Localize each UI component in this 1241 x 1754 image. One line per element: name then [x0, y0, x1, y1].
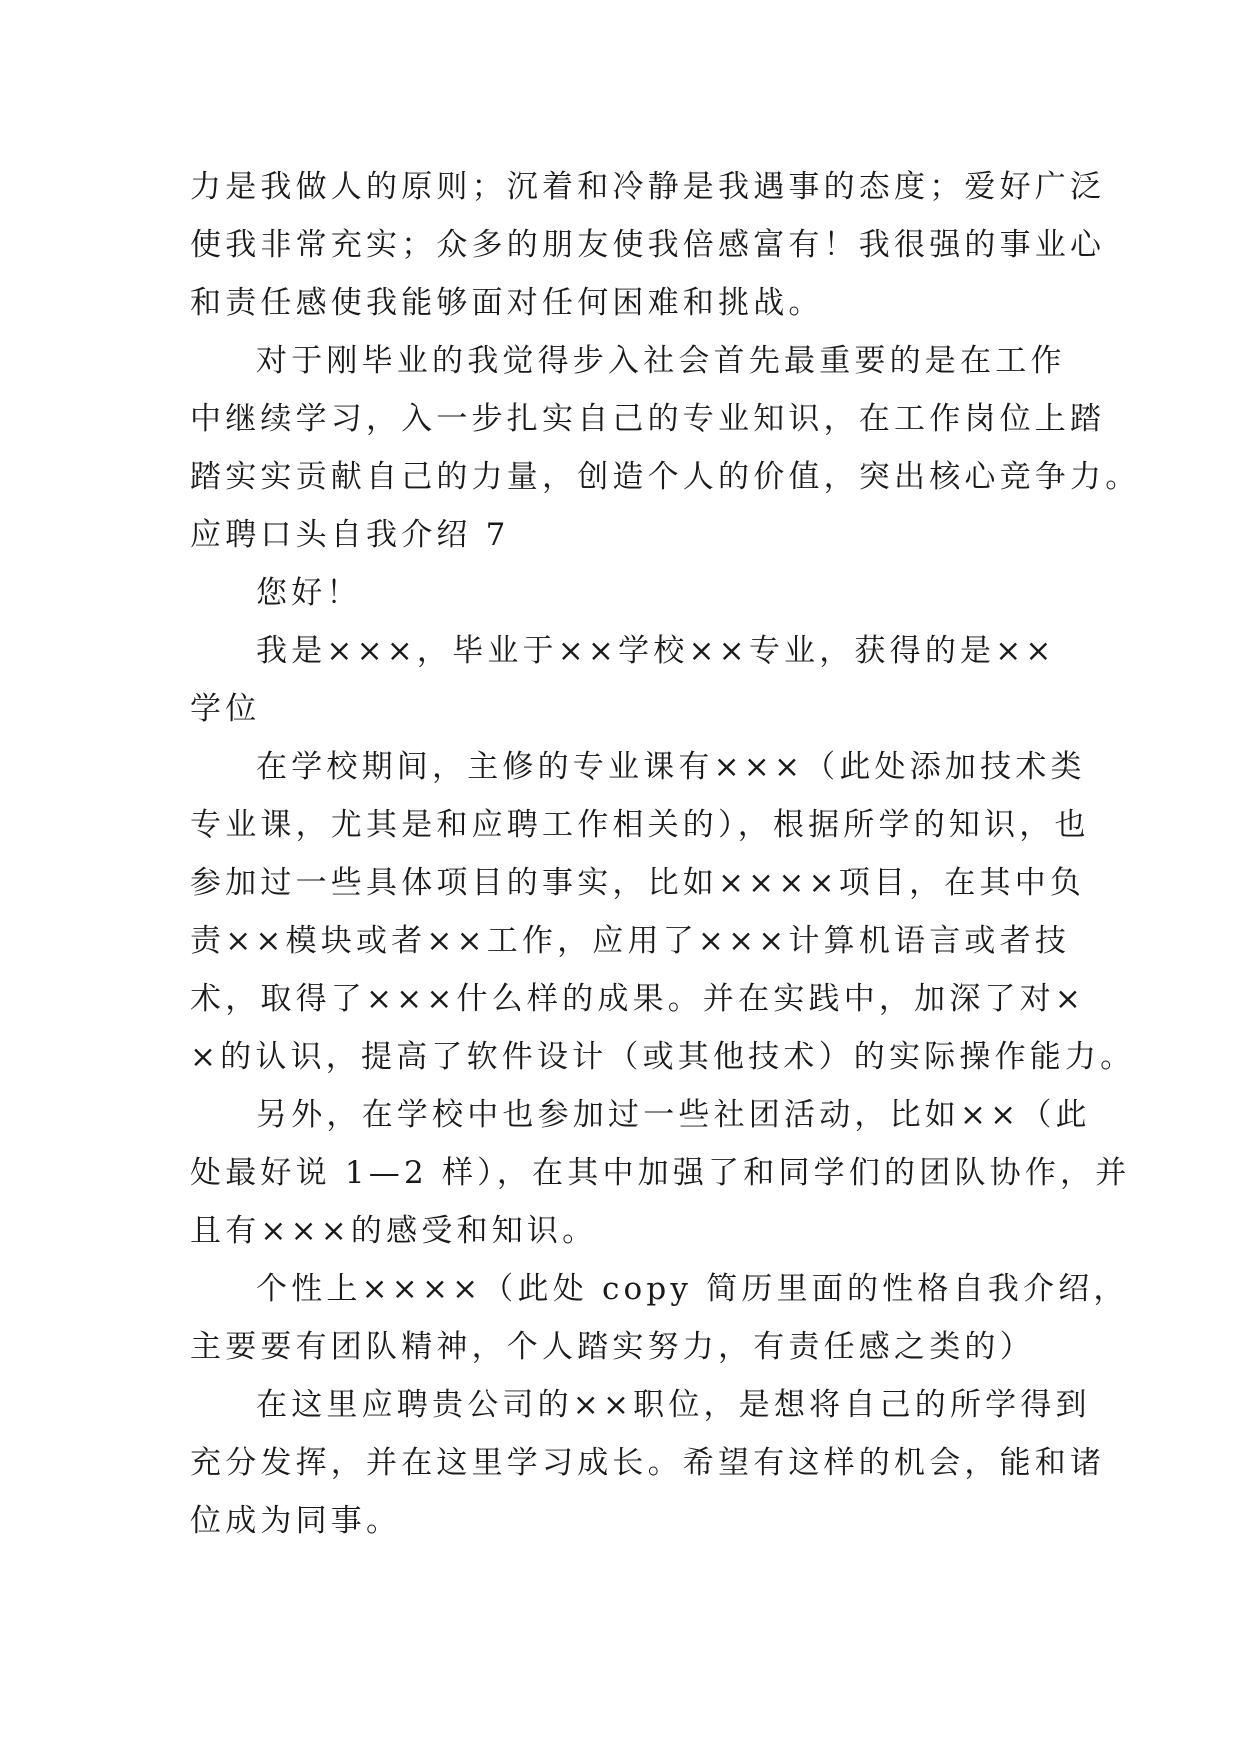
- text-line: 主要要有团队精神，个人踏实努力，有责任感之类的）: [190, 1329, 1035, 1365]
- text-line: 和责任感使我能够面对任何困难和挑战。: [190, 285, 824, 321]
- document-body: [190, 158, 1141, 1550]
- text-line: 个性上××××（此处 copy 简历里面的性格自我介绍，: [256, 1271, 1129, 1307]
- text-line: 您好！: [256, 575, 362, 611]
- text-line: 我是×××，毕业于××学校××专业，获得的是××: [256, 633, 1056, 669]
- text-line: 学位: [190, 691, 261, 727]
- text-line: 在学校期间，主修的专业课有×××（此处添加技术类: [256, 749, 1086, 785]
- text-line: ×的认识，提高了软件设计（或其他技术）的实际操作能力。: [190, 1039, 1136, 1075]
- text-line: 中继续学习，入一步扎实自己的专业知识，在工作岗位上踏: [190, 401, 1106, 437]
- text-line: 在这里应聘贵公司的××职位，是想将自己的所学得到: [256, 1387, 1091, 1423]
- text-line: 术，取得了×××什么样的成果。并在实践中，加深了对×: [190, 981, 1086, 1017]
- text-line: 且有×××的感受和知识。: [190, 1213, 598, 1249]
- text-line: 踏实实贡献自己的力量，创造个人的价值，突出核心竞争力。: [190, 459, 1141, 495]
- text-line: 处最好说 1—2 样），在其中加强了和同学们的团队协作，并: [190, 1155, 1131, 1191]
- text-line: 参加过一些具体项目的事实，比如××××项目，在其中负: [190, 865, 1086, 901]
- text-line: 位成为同事。: [190, 1503, 402, 1539]
- text-line: 专业课，尤其是和应聘工作相关的），根据所学的知识，也: [190, 807, 1090, 843]
- text-line: 使我非常充实；众多的朋友使我倍感富有！我很强的事业心: [190, 227, 1106, 263]
- text-line: 责××模块或者××工作，应用了×××计算机语言或者技: [190, 923, 1071, 959]
- text-line: 力是我做人的原则；沉着和冷静是我遇事的态度；爱好广泛: [190, 169, 1106, 205]
- section-heading: 应聘口头自我介绍 7: [190, 517, 510, 553]
- text-line: 对于刚毕业的我觉得步入社会首先最重要的是在工作: [256, 343, 1066, 379]
- text-line: 充分发挥，并在这里学习成长。希望有这样的机会，能和诸: [190, 1445, 1106, 1481]
- text-line: 另外，在学校中也参加过一些社团活动，比如××（此: [256, 1097, 1091, 1133]
